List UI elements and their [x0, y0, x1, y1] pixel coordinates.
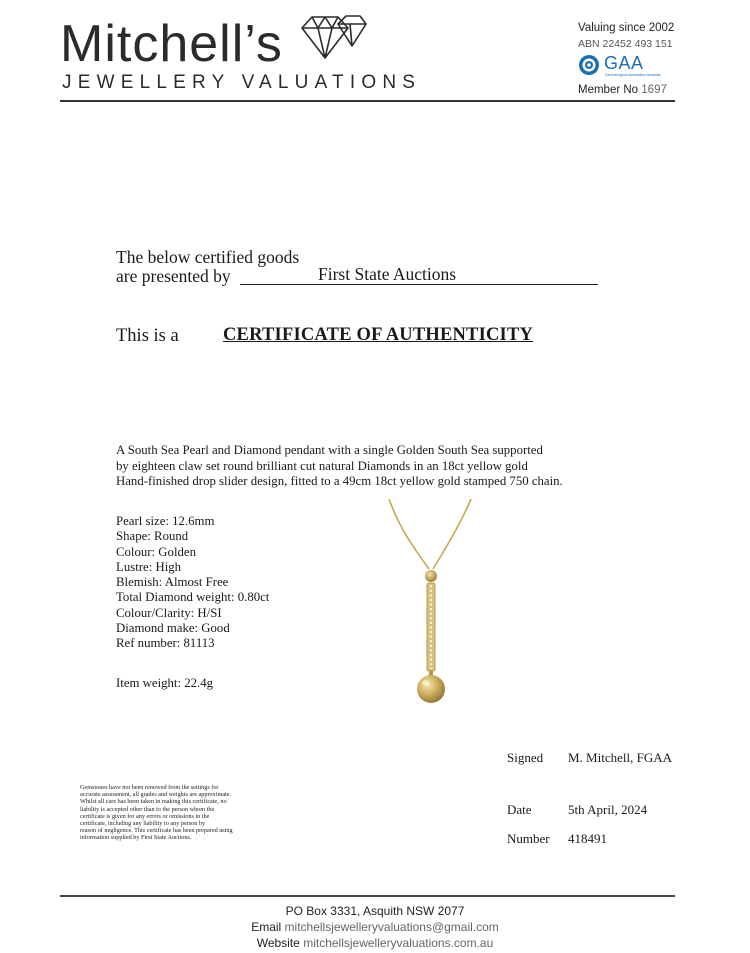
description-line: by eighteen claw set round brilliant cut natural Diamonds in an 18ct yellow gold	[116, 458, 528, 473]
spec-list	[116, 514, 269, 652]
website-label: Website	[256, 936, 300, 950]
item-weight: Item weight: 22.4g	[116, 676, 214, 690]
description-line: Hand-finished drop slider design, fitted to a 49cm 18ct yellow gold stamped 750 chain.	[116, 474, 563, 488]
gaa-subtitle: Gemmological Association Australia	[605, 73, 661, 77]
footer-email	[0, 920, 750, 934]
email-value: mitchellsjewelleryvaluations@gmail.com	[284, 920, 499, 934]
diamond-logo-icon	[298, 14, 368, 64]
member-label: Member No	[578, 84, 639, 96]
spec-item: Lustre: High	[116, 559, 182, 574]
spec-item: Colour/Clarity: H/SI	[116, 605, 222, 620]
header-divider	[60, 100, 675, 102]
disclaimer-line: Gemstones have not been removed from the settings for	[80, 784, 219, 791]
member-value: 1697	[641, 84, 667, 96]
spec-item: Colour: Golden	[116, 544, 196, 559]
date-label: Date	[507, 802, 532, 817]
disclaimer	[80, 784, 295, 842]
member-number	[578, 84, 667, 96]
footer-website	[0, 936, 750, 950]
spec-item: Shape: Round	[116, 529, 189, 544]
signed-label: Signed	[507, 750, 544, 765]
spec-item: Total Diamond weight: 0.80ct	[116, 590, 270, 605]
certificate-lead: This is a	[116, 326, 179, 346]
brand-name: Mitchell’s	[60, 15, 283, 73]
number-value: 418491	[568, 831, 607, 846]
date-value: 5th April, 2024	[568, 802, 648, 817]
website-value: mitchellsjewelleryvaluations.com.au	[303, 936, 494, 950]
disclaimer-line: reason of negligence. This certificate has been prepared using	[80, 827, 233, 835]
gaa-seal-icon	[578, 54, 600, 76]
disclaimer-line: information supplied by First State Auctions.	[80, 834, 192, 842]
description-line: A South Sea Pearl and Diamond pendant with a single Golden South Sea supported	[116, 443, 543, 457]
disclaimer-line: Whilst all care has been taken in making this certificate, no	[80, 798, 227, 806]
gaa-label: GAA	[604, 53, 644, 73]
presenter-name: First State Auctions	[240, 264, 598, 285]
spec-item: Diamond make: Good	[116, 621, 230, 636]
spec-item: Ref number: 81113	[116, 636, 215, 651]
footer-address: PO Box 3331, Asquith NSW 2077	[285, 904, 465, 918]
presented-line-2: are presented by	[116, 266, 231, 286]
footer-divider	[60, 895, 675, 897]
disclaimer-line: certificate is given for any errors or omissions in the	[80, 812, 210, 820]
pendant-photo	[385, 497, 481, 709]
disclaimer-line: accurate assessment, all grades and weights are approximate.	[80, 791, 232, 799]
disclaimer-line: liability is accepted other than to the person whom the	[80, 805, 215, 813]
spec-item: Blemish: Almost Free	[116, 575, 229, 590]
disclaimer-line: certificate, including any liability to any person by	[80, 820, 206, 828]
number-label: Number	[507, 831, 550, 846]
abn-number: ABN 22452 493 151	[578, 38, 673, 50]
presented-line-1: The below certified goods	[116, 247, 300, 267]
certificate-title: CERTIFICATE OF AUTHENTICITY	[223, 325, 534, 345]
item-description	[116, 443, 616, 490]
email-label: Email	[251, 920, 282, 934]
spec-item: Pearl size: 12.6mm	[116, 514, 215, 528]
signed-value: M. Mitchell, FGAA	[568, 750, 672, 765]
valuing-since: Valuing since 2002	[578, 22, 675, 34]
brand-tagline: JEWELLERY VALUATIONS	[62, 72, 422, 93]
